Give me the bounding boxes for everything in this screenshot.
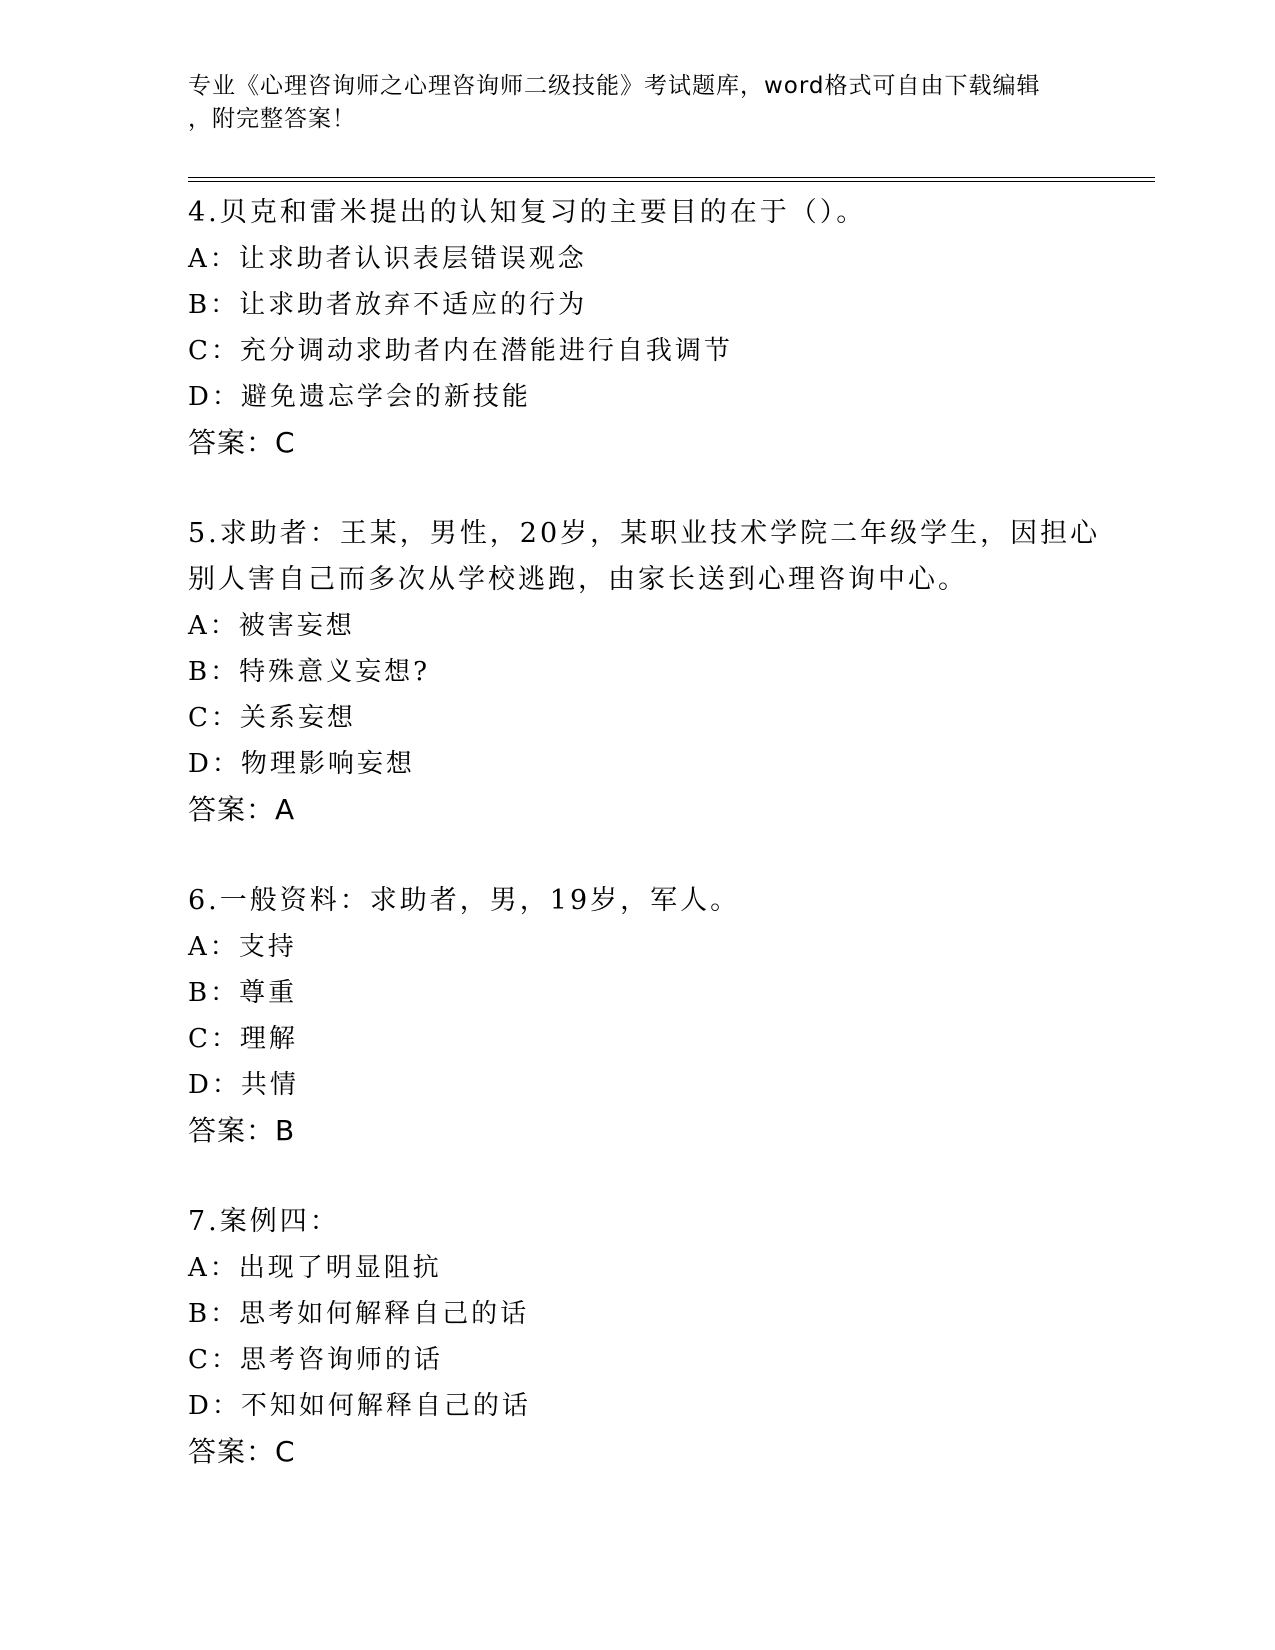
- option-c: C：理解: [188, 1024, 298, 1054]
- document-header: [188, 70, 1068, 136]
- question-item: [188, 878, 1118, 1154]
- option-b: B：特殊意义妄想?: [188, 657, 431, 687]
- answer-text: 答案：B: [188, 1114, 296, 1147]
- header-double-rule: [188, 177, 1155, 182]
- question-item: [188, 1199, 1118, 1475]
- answer-text: 答案：C: [188, 1435, 296, 1468]
- option-b: B：让求助者放弃不适应的行为: [188, 290, 588, 320]
- question-text-line-1: 5.求助者：王某，男性，20岁，某职业技术学院二年级学生，因担心: [188, 518, 1101, 549]
- option-c: C：思考咨询师的话: [188, 1345, 443, 1375]
- question-text: 6.一般资料：求助者，男，19岁，军人。: [188, 885, 741, 916]
- question-text-line-2: 别人害自己而多次从学校逃跑，由家长送到心理咨询中心。: [188, 564, 968, 595]
- option-c: C：充分调动求助者内在潜能进行自我调节: [188, 336, 733, 366]
- option-b: B：尊重: [188, 978, 298, 1008]
- header-text-line-1: 专业《心理咨询师之心理咨询师二级技能》考试题库，word格式可自由下载编辑: [188, 73, 1041, 99]
- option-a: A：出现了明显阻抗: [188, 1253, 442, 1283]
- question-list: [188, 190, 1118, 1520]
- option-a: A：支持: [188, 932, 297, 962]
- question-item: [188, 511, 1118, 833]
- option-d: D：物理影响妄想: [188, 749, 415, 779]
- question-text: 7.案例四：: [188, 1206, 340, 1237]
- answer-text: 答案：A: [188, 793, 296, 826]
- option-d: D：不知如何解释自己的话: [188, 1391, 531, 1421]
- question-text: 4.贝克和雷米提出的认知复习的主要目的在于（）。: [188, 197, 867, 228]
- header-text-line-2: ，附完整答案！: [188, 106, 356, 132]
- option-c: C：关系妄想: [188, 703, 356, 733]
- option-b: B：思考如何解释自己的话: [188, 1299, 530, 1329]
- option-a: A：让求助者认识表层错误观念: [188, 244, 587, 274]
- option-d: D：避免遗忘学会的新技能: [188, 382, 531, 412]
- question-item: [188, 190, 1118, 466]
- answer-text: 答案：C: [188, 426, 296, 459]
- option-d: D：共情: [188, 1070, 299, 1100]
- option-a: A：被害妄想: [188, 611, 355, 641]
